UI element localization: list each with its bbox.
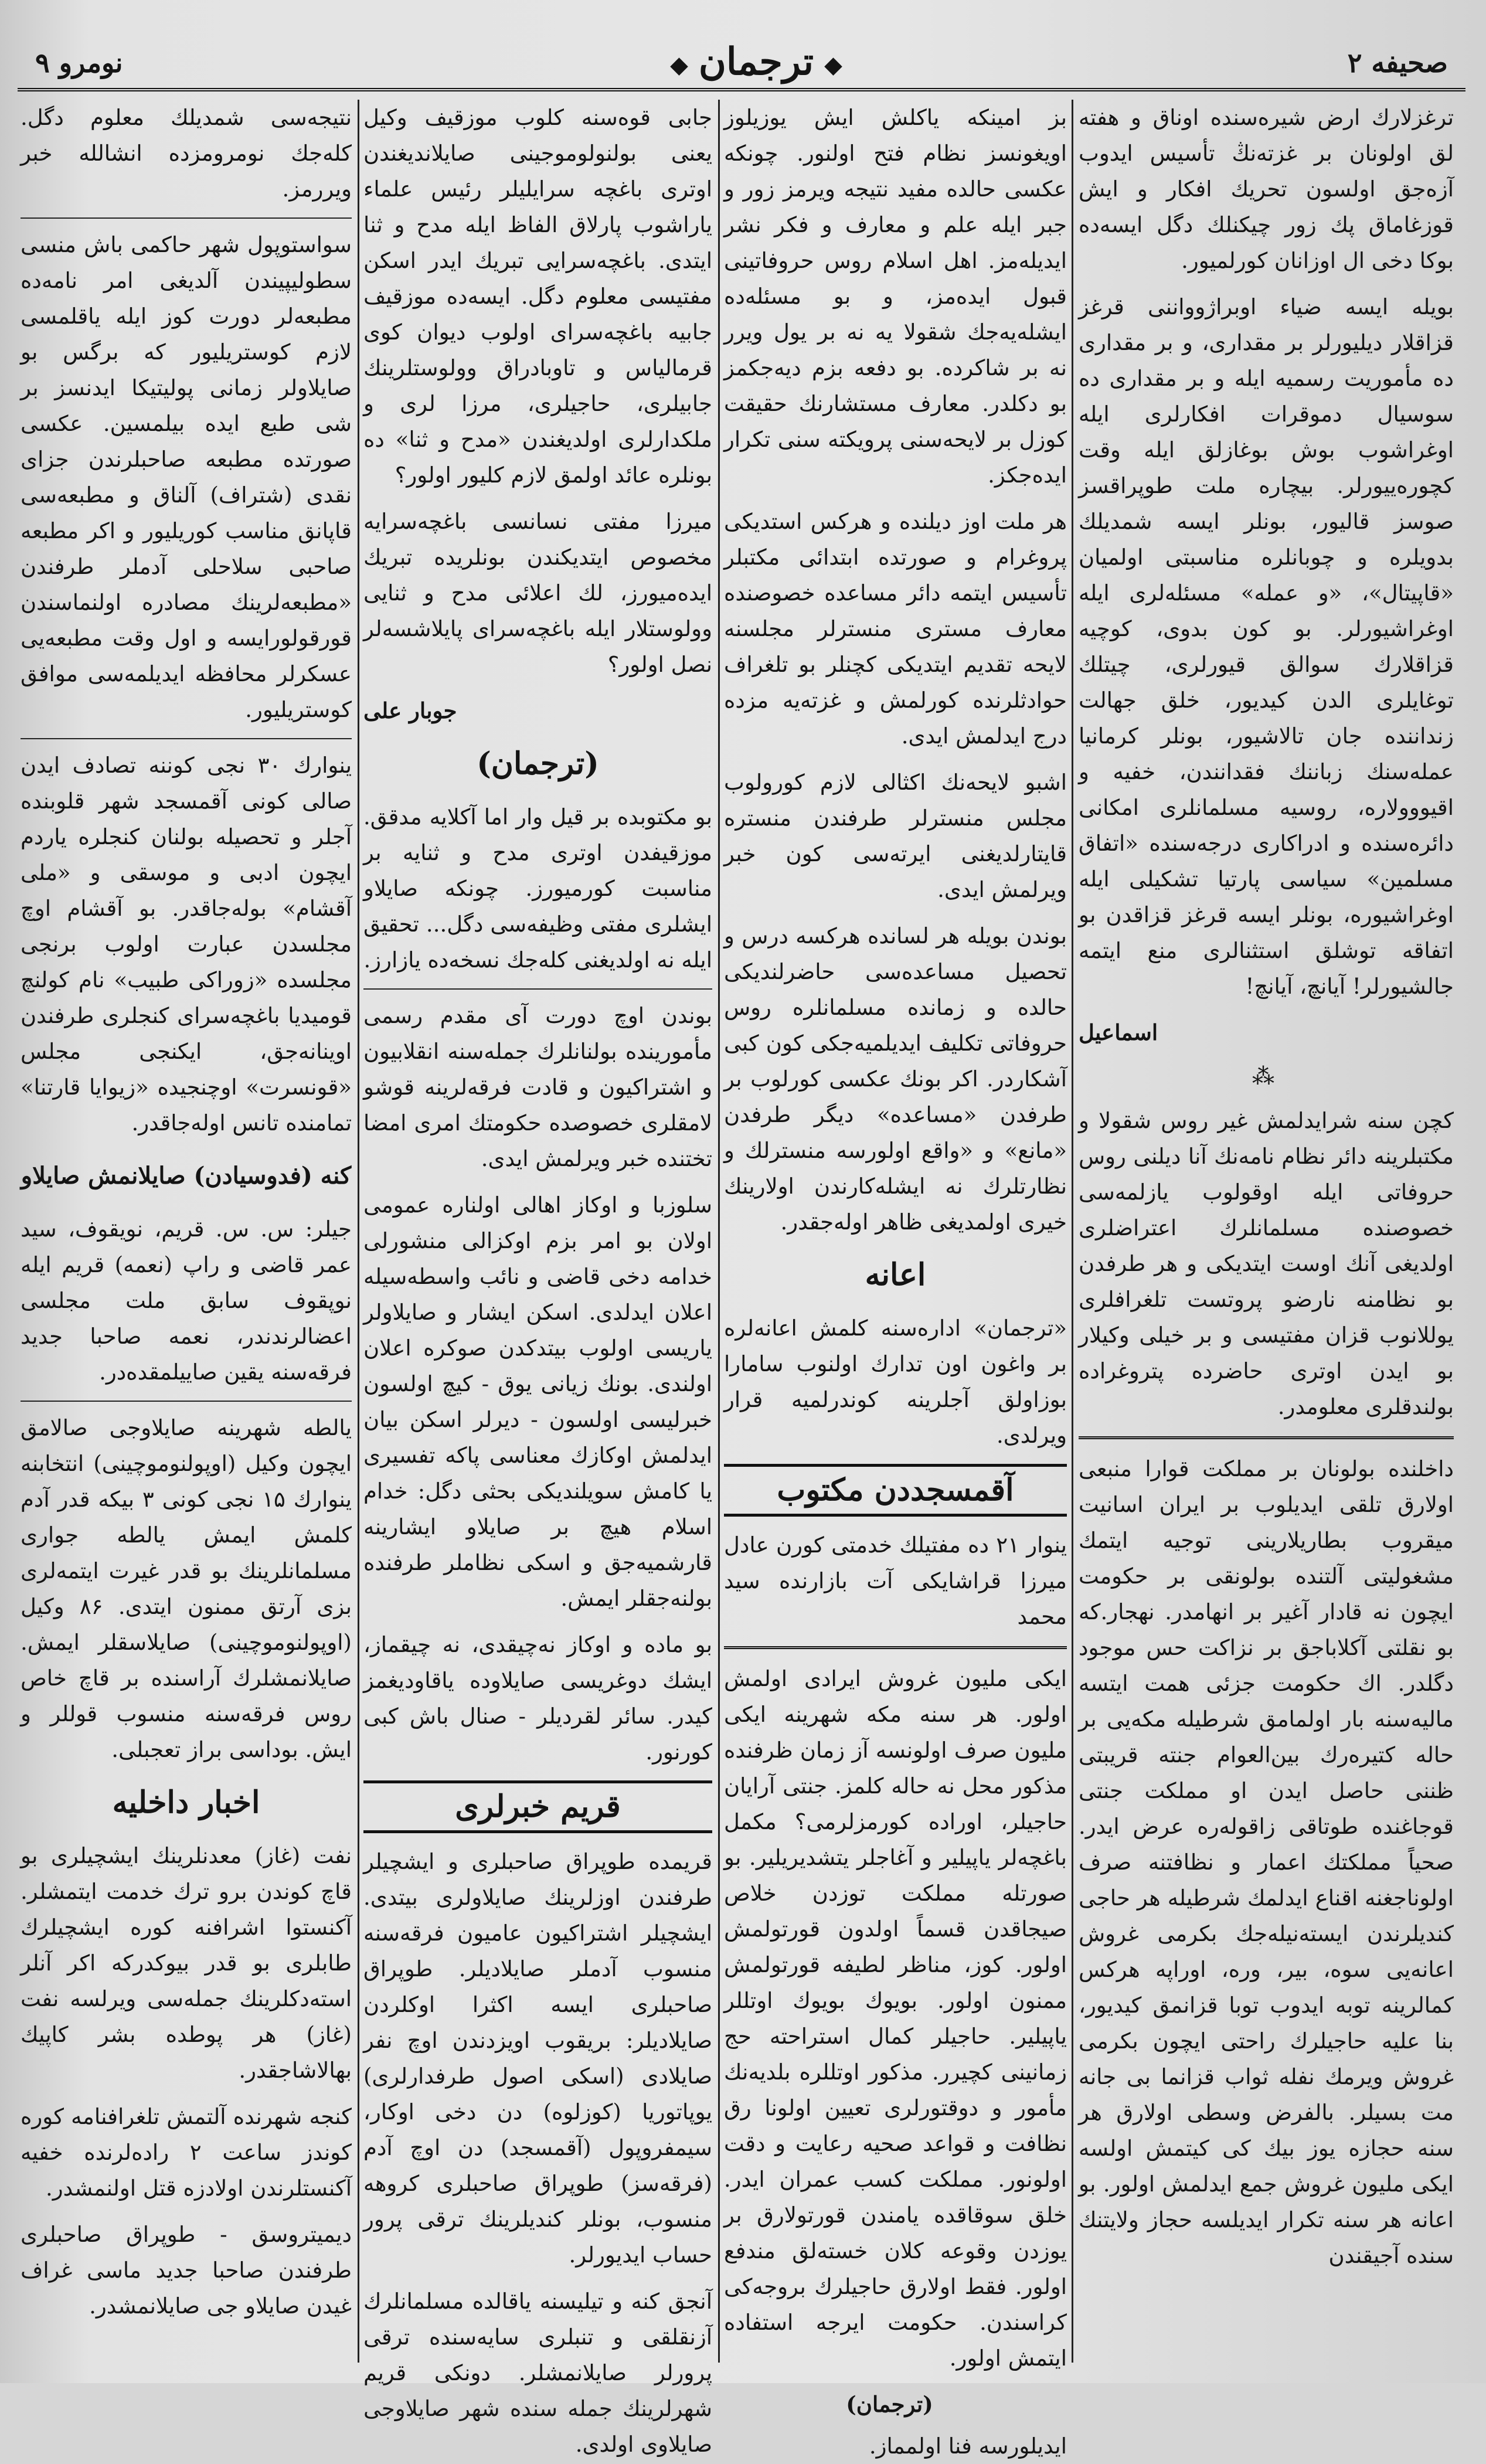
section-heading-domestic-news: اخبار داخلیه [112,1785,260,1820]
masthead-rule [18,88,1465,91]
article-paragraph: بویلە ایسە ضیاء اوبراژوواننی قرغز قزاقلار دیلیورلر بر مقداری، و بر مقداری ده مأموریت رسمیه ایلە و بر مقداری ده سوسیال دموقرات افكارلری ایلە اوغراشوب بوش بوغازلق ایلە وقت كچورەییورلر. بیچارە ملت طوپراقسز صوسز قالیور، بونلر ایسە شمدیلك بدویلره و چوبانلره مناسبتی اولمیان «قاپیتال»، «و عمله» مسئلەلری ایلە اوغراشیورلر. بو كون بدوی، كوچیه قزاقلارك سوالق قیورلری، چیتلك توغایلری الدن كیدیور، خلق جهالت زندانندە جان تالاشیور، بونلر كرمانیا عملەسنك زباننك فقدانندن، خفیه و اقیووولارە، روسیه مسلمانلری امكانی دائرەسندە و ادراكاری درجەسندە «اتفاق مسلمین» سیاسی پارتیا تشكیلی ایلە اوغراشیورە، بونلر ایسه قرغز قزاقدن بو اتفاقه توشلق استثنالری منع ایتمه جالشیورلر! آیانچ، آیانچ! [1079,294,1454,999]
article-paragraph: نتیجەسی شمدیلك معلوم دگل. كلەجك نومرومزده انشالله خبر ویررمز. [21,105,352,202]
article-paragraph: ایدیلورسه فنا اولمماز. [869,2434,1067,2459]
column-2 [724,100,1067,2459]
page-number-label: صحیفه ۲ [1347,47,1448,79]
section-rule [21,738,352,739]
section-rule [1079,1436,1454,1439]
article-paragraph: اشبو لایحەنك اكثالی لازم كورولوب مجلس منسترلر طرفندن منسترە قایتارلدیغنی ایرته‌سی كون خبر ویرلمش ایدی. [724,770,1067,902]
section-heading-crimea-news: قریم خبرلری [363,1780,712,1833]
section-heading-editor: (ترجمان) [477,746,599,781]
article-paragraph: هر ملت اوز دیلندە و هركس استدیكی پروغرام و صورتدە ابتدائی مكتبلر تأسیس ایتمه دائر مساعدە خصوصنده معارف مستری منسترلر مجلسنه لایحە تقدیم ایتدیكی كچنلر بو تلغراف حوادثلرنده كورلمش و غزتەیه مزده درج ایدلمش ایدی. [724,509,1067,749]
section-separator: ⁂ [1252,1063,1280,1089]
issue-number-label: نومرو ۹ [35,47,123,79]
article-paragraph: داخلندە بولونان بر مملكت قوارا منبعی اولارق تلقی ایدیلوب بر ایران اسانیت میقروب بطاریلارینی توجیه ایتمك مشغولیتی آلتنده بولونقی بر حكومت ایچون نه قادار آغیر بر انهامدر. نهجار.كه بو نقلتی آكلاباجق بر نزاكت حس موجود دگلدر. اك حكومت جزئی همت ایتسه مالیەسنه بار اولمامق شرطیلە مكه‌یی بر حالە كتیرەرك بین‌العوام جنته قریبتی ظننی حاصل ایدن او مملكت جنتی قوجاغندە طوتاقی زاقولەرە عرض ایدر. صحیاً مملكتك اعمار و نظافتنە صرف اولوناجغنه اقناع ایدلمك شرطیلە هر حاجی كندیلرندن ایسته‌نیله‌جك بكرمی غروش اعانه‌یی سوە، بیر، ورە، اوراپه هركس كمالرینه توبه ایدوب توبا قزانمق كیدیور، بنا علیه حاجیلرك راحتی ایچون بكرمی غروش ویرمك نفله ثواب قزانما بی جانه مت بسیلر. بالفرض وسطی اولارق هر سنه حجازه یوز بیك كی كیتمش اولسه ایكی ملیون غروش جمع ایدلمش اولور. بو اعانه هر سنه تكرار ایدیلسه حجاز ولایتنك سنده آجیقندن [1079,1456,1454,2268]
article-paragraph: ینوارك ۳۰ نجی كوننه تصادف ایدن صالی كونی آقمسجد شهر قلوبنده آجلر و تحصیله بولنان كنجلره یاردم ایچون ادبی و موسقی و «ملی آقشام» بولەجاقدر. بو آقشام اوچ مجلسدن عبارت اولوب برنجی مجلسده «زوراكی طبیب» نام كولنچ قومیدیا باغچەسرای كنجلری طرفندن اوینانه‌جق، ایكنجی مجلس «قونسرت» اوچنجیده «زیوایا قارتنا» تمامنده تانس اوله‌جاقدر. [21,753,352,1136]
article-paragraph: كچن سنه شرایدلمش غیر روس شقولا و مكتبلرینه دائر نظام نامەنك آنا دیلنی روس حروفاتی ایلە اوقولوب یازلمەسی خصوصنده مسلمانلرك اعتراضلری اولدیغی آنك اوست ایتدیكی و هر طرفدن بو نظامنه نارضو پروتست تلغرافلری یوللانوب قزان مفتیسی و بر خیلی وكیلار بو ایدن اوتری حاضرده پتروغرادە بولندقلری معلومدر. [1079,1108,1454,1419]
article-paragraph: نفت (غاز) معدنلرینك ایشچیلری بو قاچ كوندن برو ترك خدمت ایتمشلر. آكنستوا اشرافنه كوره ایشچیلرك طابلری بو قدر بیوكدركه اكر آنلر استه‌دكلرینك جملەسی ویرلسه نفت (غاز) هر پوطده بشر كاپیك بهالاشاجقدر. [21,1843,352,2083]
article-paragraph: ترغزلارك ارض شیرەسندە اوناق و هفته لق اولونان بر غزتەنڭ تأسیس ایدوب آزەجق اولسون تحریك افكار و ایش قوزغاماق پك زور چیكنلك دگل ایسەدە بوكا دخی ال اوزانان كورلمیور. [1079,105,1454,273]
article-paragraph: بز امینكه یاكلش ایش یوزیلوز اویغونسز نظام فتح اولنور. چونكه عكسی حالدە مفید نتیجه ویرمز زور و جبر ایلە علم و معارف و فكر نشر ایدیلەمز. اهل اسلام روس حروفاتینی قبول ایدەمز، و بو مسئلەده ایشلەیه‌جك شقولا یه نه بر یول ویرر نه بر شاكرده. بو دفعه بزم دیه‌جكمز بو دكلدر. معارف مستشارنك حقیقت كوزل بر لایحەسنی پرویكته سنی تكرار ایده‌جكز. [724,105,1067,488]
article-paragraph: بوندن اوچ دورت آی مقدم رسمی مأموریندە بولنانلرك جملەسنه انقلابیون و اشتراكیون و قادت فرقەلرینه قوشو لامقلری خصوصده حكومتك امری امضا تختنده خبر ویرلمش ایدی. [363,1003,712,1171]
article-paragraph: ینوار ۲۱ ده مفتیلك خدمتی كورن عادل میرزا قراشایكی آت بازارنده سید محمد [724,1532,1067,1629]
section-rule [21,1401,352,1402]
section-rule [21,217,352,219]
author-signature: اسماعیل [1079,1019,1158,1045]
article-paragraph: بوندن بویلە هر لسانده هركسه درس و تحصیل مساعده‌سی حاضرلندیكی حالده و زمانده مسلمانلره روس حروفاتی تكلیف ایدیلمیه‌جكی كون كبی آشكاردر. اكر بونك عكسی كورلوب بر طرفدن «مساعده» دیگر طرفدن «مانع» و «واقع اولورسه منسترلك و نظارتلرك نه ایشلەكارندن اولارینك خیری اولمدیغی ظاهر اوله‌جقدر. [724,923,1067,1235]
article-paragraph: «ترجمان» ادارەسنه كلمش اعانه‌لره بر واغون اون تدارك اولنوب سامارا بوزاولق آجلرینه كوندرلمیه قرار ویرلدی. [724,1316,1067,1448]
article-paragraph: قریمده طوپراق صاحبلری و ایشچیلر طرفندن اوزلرینك صایلاولری بیتدی. ایشچیلر اشتراكیون عامیون فرقەسنه منسوب آدملر صایلادیلر. طوپراق صاحبلری ایسه اكثرا اوكلردن صایلادیلر: بریقوب اویزدندن اوچ نفر صایلادی (اسكی اصول طرفدارلری) یوپاتوریا (كوزلوه) دن دخی اوكار، سیمفروپول (آقمسجد) دن اوچ آدم (فرقەسز) طوپراق صاحبلری كروهه منسوب، بونلر كندیلرینك ترقی پرور حساب ایدیورلر. [363,1849,712,2268]
section-heading-kerch: كنه (فدوسیادن) صایلانمش صایلاو [21,1162,352,1189]
column-1 [1079,100,1454,2368]
article-paragraph: میرزا مفتی نسانسی باغچەسرایه مخصوص ایتدیكندن بونلریده تبریك ایده‌میورز، لك اعلائی مدح و ثنایی وولوستلار ایلە باغچەسرای پایلاشسەلر نصل اولور؟ [363,509,712,677]
column-divider [1072,100,1073,2363]
article-paragraph: بو مكتوبده بر قیل وار اما آكلایه مدقق. موزقیفدن اوتری مدح و ثنایه بر مناسبت كورمیورز. چونكه صایلاو ایشلری مفتی وظیفەسی دگل... تحقیق ایلە نه اولدیغنی كله‌جك نسخه‌ده یازارز. [363,804,712,973]
column-divider [358,100,359,2363]
section-rule [724,1646,1067,1649]
article-paragraph: سواستوپول شهر حاكمی باش منسی سطولیپیندن آلدیغی امر نامه‌ده مطبعه‌لر دورت كوز ایلە یاقلمسی لازم كوستریلیور كه برگس بو صایلاولر زمانی پولیتیكا ایدنسز بر شی طبع ایدە بیلمسین. عكسی صورتده مطبعه صاحبلرندن جزای نقدی (شتراف) آلناق و مطبعەسی قاپانق مناسب كوریلیور و اكر مطبعه صاحبی سلاحلی آدملر طرفندن «مطبعه‌لرینك مصادرە اولنماسندن قورقولورایسه و اول وقت مطبعه‌یی عسكرلر محافظه ایدیلمه‌سی موافق كوستریلیور. [21,232,352,722]
section-heading-donation: اعانه [865,1257,926,1293]
column-3 [363,100,712,2457]
article-paragraph: سلوزبا و اوكاز اهالی اولنارە عمومی اولان بو امر بزم اوكزالی منشورلی خدامه دخی قاضی و نائب واسطەسیلە اعلان ایدلدی. اسكن ایشار و صایلاولر یاریسی اولوب بیتدكدن صوكره اعلان اولندی. بونك زیانی یوق - كیچ اولسون خبرلیسی اولسون - دیرلر اسكن بیان ایدلمش اوكازك معناسی پاكه تفسیری یا كامش سویلندیكی بحثی دگل: خدام اسلام هیچ بر صایلاو ایشارینه قارشمیه‌جق و اسكی نظاملر طرفندە بولنه‌جقلر ایمش. [363,1192,712,1611]
masthead [18,23,1460,111]
column-4 [21,100,352,2368]
section-heading-letter: آقمسجددن مكتوب [724,1464,1067,1517]
article-paragraph: دیمیتروسق - طوپراق صاحبلری طرفندن صاحبا جدید ماسی غراف غیدن صایلاو جی صایلانمشدر. [21,2222,352,2319]
author-signature: (ترجمان) [846,2391,933,2417]
article-paragraph: یالطه شهرینه صایلاوجی صالامق ایچون وكیل (اوپولنوموچینی) انتخابنه ینوارك ۱۵ نجی كونی ۳ بیكه قدر آدم كلمش ایمش یالطه جواری مسلمانلرینك بو قدر غیرت ایتمه‌لری بزی آرتق ممنون ایتدی. ۸۶ وكیل (اوپولنوموچینی) صایلاسقلر ایمش. صایلانمشلرك آراسنده بر قاچ خاص روس فرقەسنه منسوب قوللر و ایش. بوداسی براز تعجبلی. [21,1415,352,1762]
column-divider [718,100,720,2363]
article-paragraph: جابی قوەسنه كلوب موزقیف وكیل یعنی بولنولوموجینی صایلاندیغندن اوتری باغچه سرایلیلر رئیس علماء یاراشوب پارلاق الفاظ ایلە مدح و ثنا ایتدی. باغچەسرایی تبریك ایدر اسكن مفتیسی معلوم دگل. ایسەدە موزقیف جابیه باغچەسرای اولوب دیوان كوی قرمالیاس و تاوبادراق وولوستلرینك جابیلری، حاجیلری، مرزا لری و ملكدارلری اولدیغندن «مدح و ثنا» ده بونلره عائد اولمق لازم كلیور اولور؟ [363,105,712,488]
article-paragraph: ایكی ملیون غروش ایرادی اولمش اولور. هر سنه مكه شهرینه ایكی ملیون صرف اولونسه آز زمان ظرفنده مذكور محل نه حاله كلمز. جنتی آرایان حاجیلر، اورادە كورمزلرمی؟ مكمل باغچەلر یاپیلیر و آغاجلر یتشدیریلیر. بو صورتله مملكت توزدن خلاص صیجاقدن قسماً اولدون قورتولمش اولور. كوز، مناظر لطیفه قورتولمش ممنون اولور. بویوك بویوك اوتللر یاپیلیر. حاجیلر كمال استراحته حج زمانینی كچیرر. مذكور اوتللره بلدیه‌نك مأمور و دوقتورلری تعیین اولونا رق نظافت و قواعد صحیه رعایت و دقت اولونور. مملكت كسب عمران ایدر. خلق سوقاقده یامندن قورتولارق بر یوزدن وقوعه كلان خستەلق مندفع اولور. فقط اولارق حاجیلرك بروجه‌كی كراسندن. حكومت ایرجه استفاده ایتمش اولور. [724,1666,1067,2371]
section-rule [363,988,712,990]
article-paragraph: بو ماده و اوكاز نه‌چیقدی، نه چیقماز، ایشك دوغریسی صایلاوده یاقاودیغمز كیدر. سائر لقردیلر - صنال باش كبی كورنور. [363,1632,712,1765]
article-paragraph: كنجه شهرنده آلتمش تلغرافنامه كوره كوندز ساعت ۲ راده‌لرنده خفیه آكنستلرندن اولادزه قتل اولنمشدر. [21,2104,352,2201]
article-paragraph: جیلر: س. س. قریم، نویقوف، سید عمر قاضی و راپ (نعمه) قریم ایله نوپقوف سابق ملت مجلسی اعضالرندندر، نعمه صاحبا جدید فرقەسنه یقین صاییلمقده‌در. [21,1216,352,1385]
article-paragraph: آنجق كنه و تیلیسنه یاقالده مسلمانلرك آزنقلقی و تنبلری سایەسنده ترقی پرورلر صایلانمشلر. دونكی قریم شهرلرینك جمله سنده شهر صایلاوجی صایلاوی اولدی. [363,2289,712,2457]
newspaper-title: ◆ ترجمان ◆ [621,40,891,84]
author-signature: جوبار علی [363,698,457,723]
